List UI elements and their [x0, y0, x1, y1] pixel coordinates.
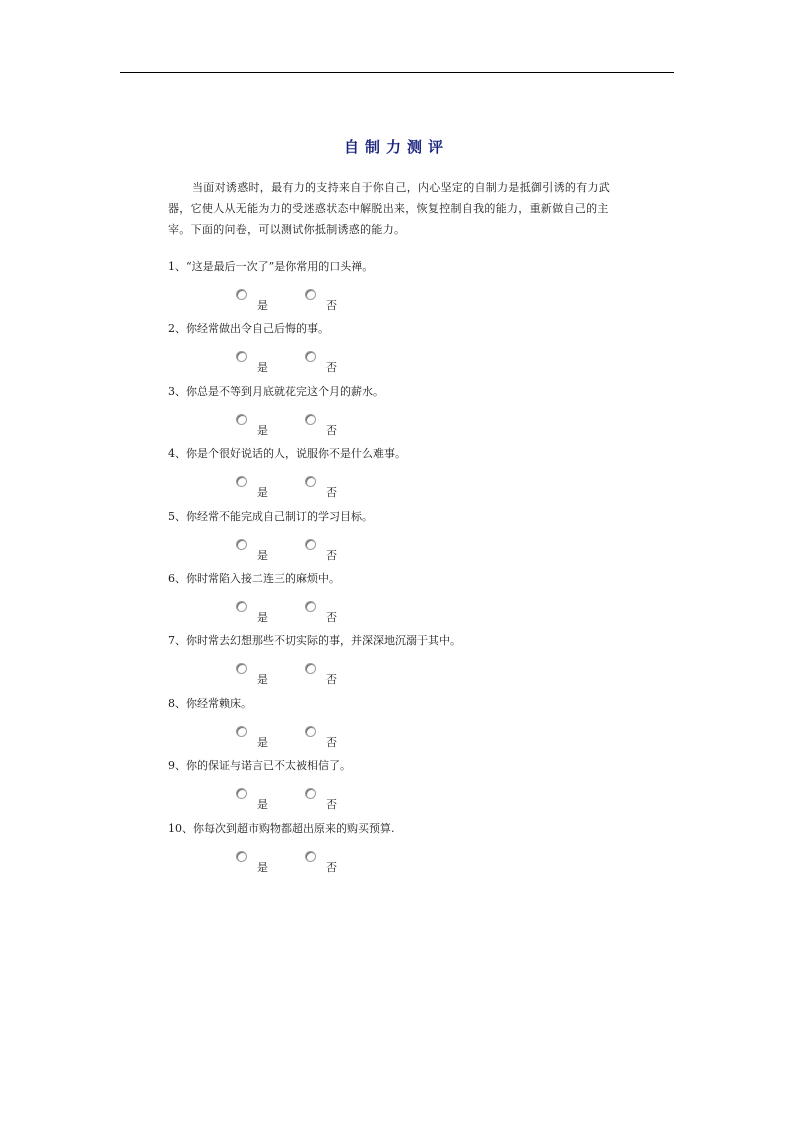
- radio-button-icon[interactable]: [305, 414, 316, 425]
- question-text: 1、“这是最后一次了”是你常用的口头禅。: [168, 260, 374, 273]
- question-text: 3、你总是不等到月底就花完这个月的薪水。: [168, 384, 384, 398]
- radio-button-icon[interactable]: [305, 726, 316, 737]
- option-yes[interactable]: [236, 288, 268, 313]
- question-item: [168, 820, 638, 882]
- answer-options: [168, 850, 468, 872]
- option-label: 否: [326, 860, 337, 874]
- radio-button-icon[interactable]: [236, 351, 247, 362]
- option-label: 否: [326, 610, 337, 624]
- intro-paragraph: 当面对诱惑时，最有力的支持来自于你自己，内心坚定的自制力是抵御引诱的有力武器，它使人从无能为力的受迷惑状态中解脱出来，恢复控制自我的能力，重新做自己的主宰。下面的问卷，可以测试你抵制诱惑的能力。: [168, 181, 611, 236]
- radio-button-icon[interactable]: [305, 788, 316, 799]
- option-yes[interactable]: [236, 350, 268, 375]
- question-text: 9、你的保证与诺言已不太被相信了。: [168, 759, 351, 773]
- question-text: 6、你时常陷入接二连三的麻烦中。: [168, 571, 340, 585]
- option-label: 是: [257, 423, 268, 437]
- radio-button-icon[interactable]: [236, 788, 247, 799]
- answer-options: [168, 787, 468, 812]
- option-label: 否: [326, 735, 337, 749]
- option-label: 是: [257, 673, 268, 687]
- option-label: 是: [257, 361, 268, 375]
- option-label: 否: [326, 423, 337, 437]
- question-text: 4、你是个很好说话的人，说服你不是什么难事。: [168, 447, 406, 461]
- option-yes[interactable]: [236, 787, 268, 812]
- radio-button-icon[interactable]: [305, 289, 316, 300]
- option-no[interactable]: [305, 350, 337, 375]
- answer-options: [168, 662, 468, 687]
- question-item: [168, 570, 638, 632]
- answer-options: [168, 350, 468, 375]
- answer-options: [168, 413, 468, 435]
- header-rule: [120, 72, 674, 73]
- question-item: [168, 383, 638, 445]
- radio-button-icon[interactable]: [236, 601, 247, 612]
- option-label: 是: [257, 860, 268, 874]
- option-no[interactable]: [305, 413, 337, 438]
- question-item: [168, 695, 638, 757]
- option-label: 否: [326, 798, 337, 812]
- question-item: [168, 258, 638, 320]
- option-label: 否: [326, 673, 337, 687]
- option-no[interactable]: [305, 538, 337, 563]
- option-label: 是: [257, 299, 268, 312]
- page-title: 自制力测评: [343, 138, 449, 156]
- option-yes[interactable]: [236, 600, 268, 625]
- option-no[interactable]: [305, 850, 337, 875]
- radio-button-icon[interactable]: [236, 539, 247, 550]
- radio-button-icon[interactable]: [236, 663, 247, 674]
- option-no[interactable]: [305, 662, 337, 687]
- option-label: 否: [326, 361, 337, 375]
- option-yes[interactable]: [236, 475, 268, 500]
- question-item: [168, 632, 638, 694]
- question-text: 2、你经常做出令自己后悔的事。: [168, 322, 329, 336]
- option-no[interactable]: [305, 725, 337, 750]
- option-label: 否: [326, 299, 337, 312]
- option-yes[interactable]: [236, 725, 268, 750]
- question-text: 8、你经常赖床。: [168, 696, 252, 710]
- answer-options: [168, 600, 468, 622]
- option-yes[interactable]: [236, 662, 268, 687]
- option-no[interactable]: [305, 288, 337, 313]
- radio-button-icon[interactable]: [236, 851, 247, 862]
- option-label: 是: [257, 486, 268, 500]
- option-no[interactable]: [305, 787, 337, 812]
- option-label: 否: [326, 548, 337, 562]
- answer-options: [168, 475, 468, 500]
- option-yes[interactable]: [236, 850, 268, 875]
- option-no[interactable]: [305, 600, 337, 625]
- option-yes[interactable]: [236, 413, 268, 438]
- question-item: [168, 757, 638, 819]
- question-text: 10、你每次到超市购物都超出原来的购买预算.: [168, 821, 395, 835]
- answer-options: [168, 538, 468, 560]
- question-text: 7、你时常去幻想那些不切实际的事，并深深地沉溺于其中。: [168, 634, 461, 648]
- option-label: 是: [257, 735, 268, 749]
- question-text: 5、你经常不能完成自己制订的学习目标。: [168, 509, 373, 523]
- radio-button-icon[interactable]: [305, 351, 316, 362]
- option-yes[interactable]: [236, 538, 268, 563]
- radio-button-icon[interactable]: [305, 601, 316, 612]
- radio-button-icon[interactable]: [305, 851, 316, 862]
- radio-button-icon[interactable]: [305, 476, 316, 487]
- radio-button-icon[interactable]: [236, 414, 247, 425]
- question-item: [168, 445, 638, 507]
- radio-button-icon[interactable]: [305, 539, 316, 550]
- answer-options: [168, 725, 468, 747]
- option-label: 是: [257, 798, 268, 812]
- question-list: [168, 258, 638, 882]
- answer-options: [168, 288, 468, 310]
- option-no[interactable]: [305, 475, 337, 500]
- radio-button-icon[interactable]: [236, 476, 247, 487]
- question-item: [168, 508, 638, 570]
- option-label: 否: [326, 486, 337, 500]
- radio-button-icon[interactable]: [305, 663, 316, 674]
- radio-button-icon[interactable]: [236, 289, 247, 300]
- option-label: 是: [257, 610, 268, 624]
- question-item: [168, 320, 638, 382]
- radio-button-icon[interactable]: [236, 726, 247, 737]
- option-label: 是: [257, 548, 268, 562]
